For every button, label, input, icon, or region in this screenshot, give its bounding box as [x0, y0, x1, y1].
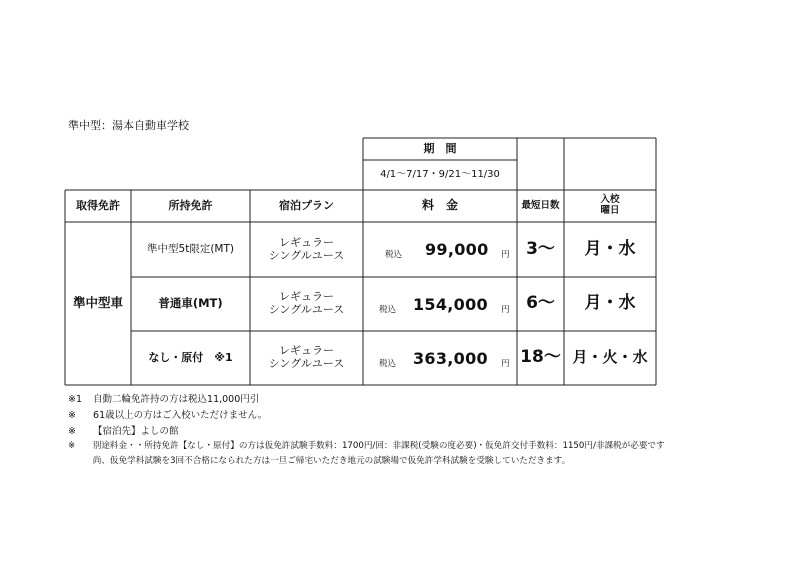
col-min-days: 最短日数 [521, 199, 560, 211]
row3-yen: 円 [501, 359, 510, 369]
row1-entry-days: 月・水 [584, 238, 636, 259]
note-1-mark: ※1 [68, 394, 83, 405]
row1-min-days: 3〜 [526, 238, 555, 259]
row1-yen: 円 [501, 250, 510, 260]
row2-min-days: 6〜 [526, 293, 555, 314]
row3-entry-days: 月・火・水 [572, 348, 648, 367]
row2-plan-line2: シングルユース [268, 303, 345, 316]
row3-plan [250, 331, 363, 385]
row1-plan-line2: シングルユース [268, 248, 345, 262]
row2-entry-days: 月・水 [584, 293, 636, 314]
row2-tax-label: 税込 [379, 305, 397, 315]
note-5-text: 尚、仮免学科試験を3回不合格になられた方は一旦ご帰宅いただき地元の試験場で仮免許学科試験を受験していただきます。 [92, 456, 571, 466]
col-license-held: 所持免許 [168, 198, 213, 212]
row3-plan-line1: レギュラー [279, 344, 334, 358]
row2-plan [250, 277, 363, 331]
row1-tax-label: 税込 [385, 250, 403, 260]
note-2 [68, 407, 267, 421]
row2-yen: 円 [501, 305, 510, 315]
row1-plan [250, 222, 363, 277]
row3-held-license: なし・原付 ※1 [148, 350, 233, 364]
row3-price [363, 331, 517, 385]
row3-min-days: 18〜 [520, 347, 561, 368]
note-4-text: 別途料金・・所持免許【なし・原付】の方は仮免許試験手数料：1700円/回：非課税(受験の度必要)・仮免許交付手数料：1150円/非課税が必要です [92, 441, 665, 451]
col-price: 料 金 [421, 198, 458, 213]
row3-tax-label: 税込 [379, 359, 397, 369]
col-entry-days-line2: 曜日 [600, 205, 620, 216]
note-2-mark: ※ [68, 410, 76, 421]
note-5 [68, 454, 570, 466]
row3-plan-line2: シングルユース [268, 357, 345, 370]
row1-plan-line1: レギュラー [279, 235, 334, 249]
row2-amount: 154,000 [413, 295, 488, 314]
row2-price [363, 277, 517, 331]
note-3 [68, 423, 179, 437]
row2-held-license: 普通車(MT) [158, 296, 223, 311]
col-license-obtained: 取得免許 [76, 198, 120, 212]
period-dates: 4/1〜7/17・9/21〜11/30 [380, 169, 500, 181]
row1-amount: 99,000 [425, 240, 489, 259]
row2-plan-line1: レギュラー [279, 290, 334, 304]
note-3-text: 【宿泊先】よしの館 [93, 426, 179, 437]
license-obtained-cell: 準中型車 [72, 295, 123, 311]
note-4-mark: ※ [68, 441, 76, 451]
note-4 [68, 439, 665, 451]
note-3-mark: ※ [68, 426, 76, 437]
row1-price [363, 222, 517, 277]
row3-amount: 363,000 [413, 349, 488, 368]
col-plan: 宿泊プラン [279, 198, 334, 212]
period-header: 期 間 [423, 141, 457, 155]
col-entry-days-line1: 入校 [600, 194, 620, 206]
row1-held-license: 準中型5t限定(MT) [147, 243, 234, 256]
page-title: 準中型：湯本自動車学校 [68, 119, 189, 132]
note-1 [68, 391, 259, 405]
col-entry-days [564, 190, 656, 222]
note-1-text: 自動二輪免許持の方は税込11,000円引 [93, 394, 260, 405]
note-2-text: 61歳以上の方はご入校いただけません。 [93, 410, 268, 421]
